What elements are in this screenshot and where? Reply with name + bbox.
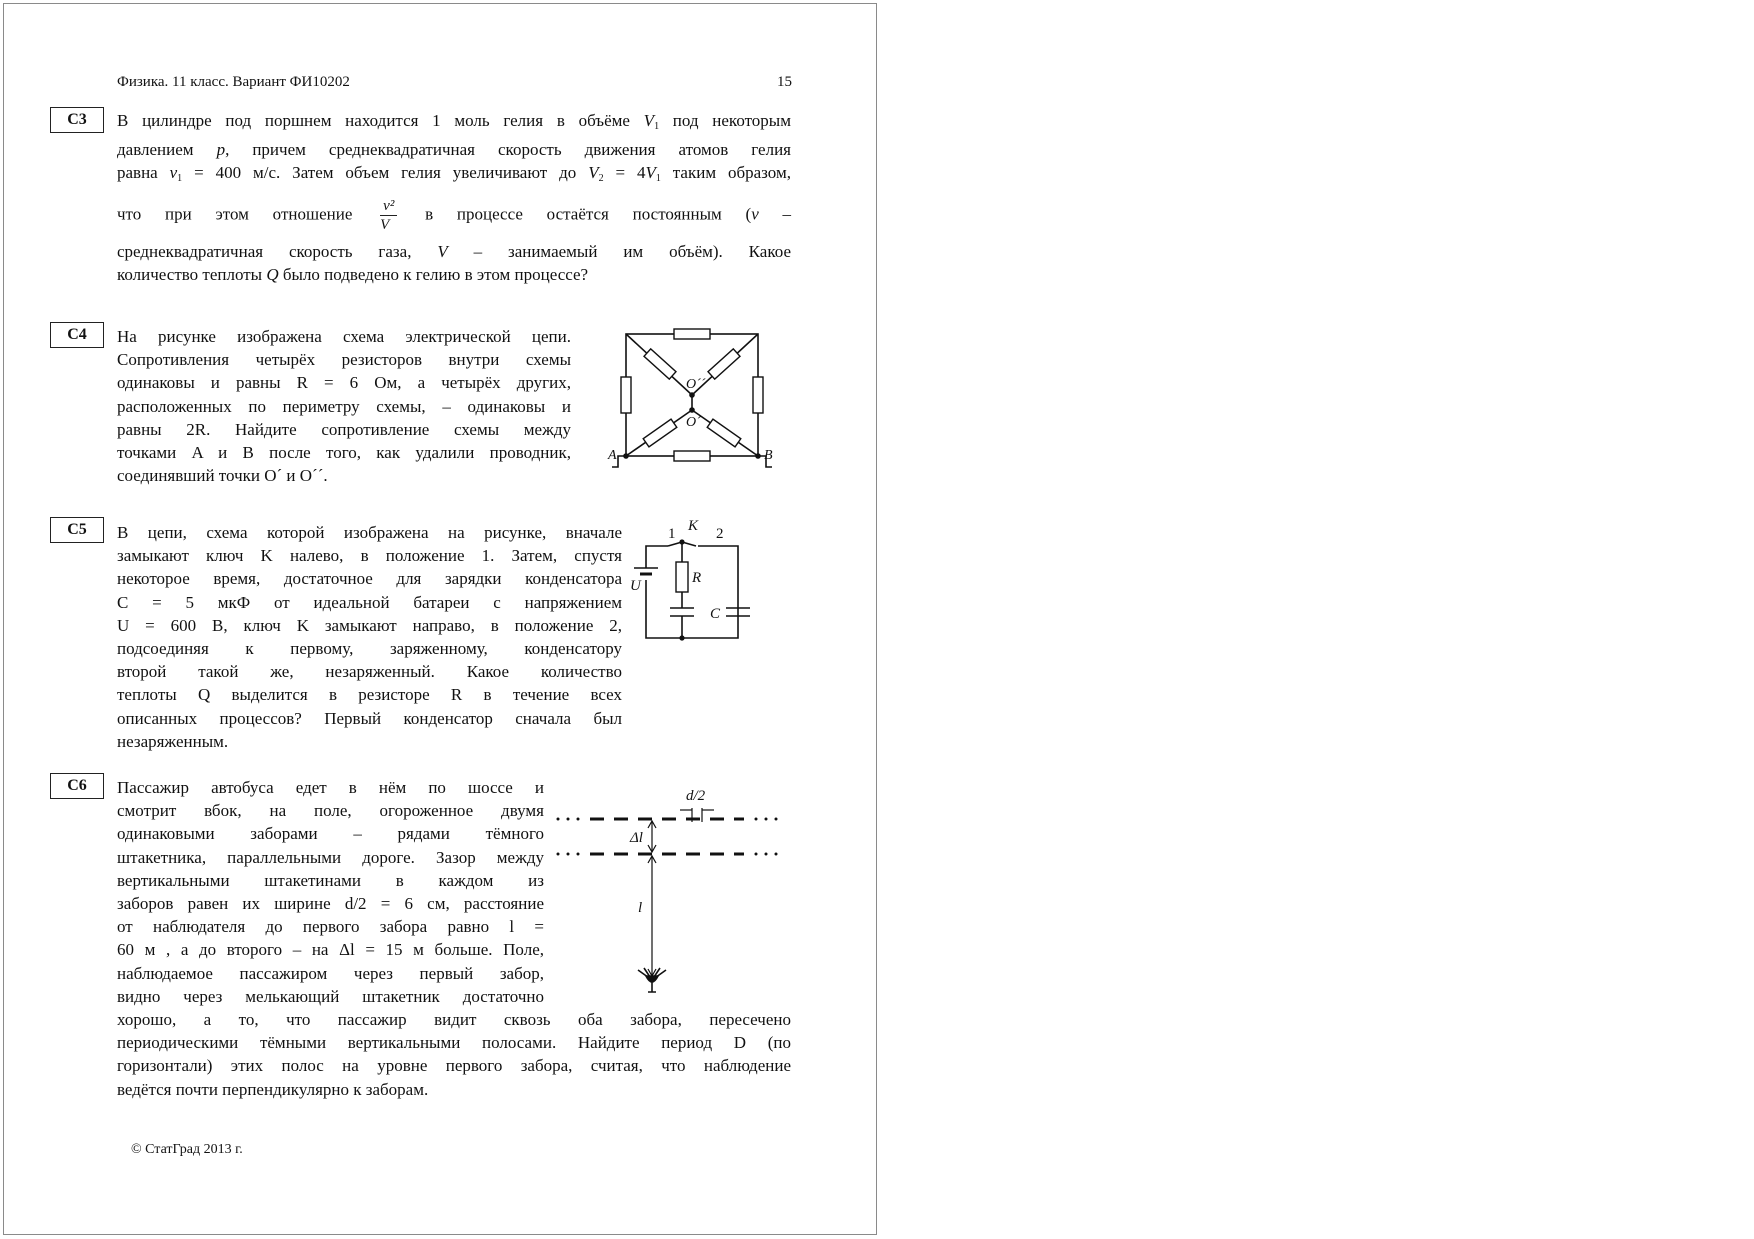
question-label-c5: C5: [50, 517, 104, 543]
node-dot: [623, 453, 629, 459]
c5-wire: [646, 546, 668, 568]
question-c6-text-wide: [117, 1008, 791, 1101]
c5-line: некоторое время, достаточное для зарядки конденсатора: [117, 569, 622, 589]
c6-line: 60 м , а до второго – на Δl = 15 м больше. Поле,: [117, 940, 544, 960]
question-label-c6: C6: [50, 773, 104, 799]
c6-line: Пассажир автобуса едет в нём по шоссе и: [117, 778, 544, 797]
c5-line: описанных процессов? Первый конденсатор сначала был: [117, 708, 622, 728]
c6-fence-figure: [552, 780, 782, 1010]
c6-line: смотрит вбок, на поле, огороженное двумя: [117, 801, 544, 821]
c6-line: периодическими тёмными вертикальными полосами. Найдите период D (по: [117, 1033, 791, 1053]
c3-line-6: количество теплоты Q было подведено к гелию в этом процессе?: [117, 264, 589, 284]
c4-line: одинаковы и равны R = 6 Ом, а четырёх других,: [117, 373, 571, 393]
c3-line-2: давлением p, причем среднеквадратичная скорость движения атомов гелия: [117, 140, 791, 160]
c6-line: видно через мелькающий штакетник достаточно: [117, 986, 544, 1006]
resistor-icon: [708, 349, 740, 379]
question-c5-text: [117, 521, 622, 753]
c6-line: штакетника, параллельными дороге. Зазор между: [117, 847, 544, 867]
question-c3-text: [117, 109, 791, 286]
c3-line-1: В цилиндре под поршнем находится 1 моль гелия в объёме $V_1$ под некоторым: [117, 111, 791, 132]
dot: [775, 818, 778, 821]
c4-line: Сопротивления четырёх резисторов внутри схемы: [117, 350, 571, 370]
c4-circuit-figure: [604, 322, 784, 482]
c4-label-b: B: [764, 448, 773, 463]
c4-line: расположенных по периметру схемы, – одинаковы и: [117, 396, 571, 416]
node-dot: [679, 635, 684, 640]
c6-line: ведётся почти перпендикулярно к заборам.: [117, 1079, 429, 1099]
question-c4-text: [117, 325, 571, 487]
document-page: [3, 3, 877, 1235]
dot: [567, 853, 570, 856]
page-number: 15: [777, 74, 792, 90]
dot: [567, 818, 570, 821]
node-dot: [679, 539, 684, 544]
c3-line-5: среднеквадратичная скорость газа, V – занимаемый им объём). Какое: [117, 241, 791, 261]
node-dot: [755, 453, 761, 459]
dot: [557, 818, 560, 821]
resistor-icon: [644, 349, 676, 379]
node-dot: [689, 392, 695, 398]
c6-label-dl: Δl: [630, 830, 643, 846]
c5-line: C = 5 мкФ от идеальной батареи с напряжением: [117, 592, 622, 612]
node-dot: [689, 407, 695, 413]
c4-line: точками A и B после того, как удалили проводник,: [117, 443, 571, 463]
resistor-icon: [676, 562, 688, 592]
c5-label-2: 2: [716, 526, 724, 542]
question-c6-text-narrow: [117, 776, 544, 1008]
c6-line: от наблюдателя до первого забора равно l =: [117, 917, 544, 937]
c5-label-r: R: [692, 570, 702, 586]
c6-line: горизонтали) этих полос на уровне первого забора, считая, что наблюдение: [117, 1056, 791, 1076]
dot: [755, 818, 758, 821]
dot: [755, 853, 758, 856]
footer-copyright: © СтатГрад 2013 г.: [131, 1142, 243, 1157]
resistor-icon: [707, 419, 741, 447]
header-subject: Физика. 11 класс. Вариант ФИ10202: [117, 74, 350, 90]
c6-line: вертикальными штакетинами в каждом из: [117, 870, 544, 890]
c5-line: второй такой же, незаряженный. Какое количество: [117, 662, 622, 682]
c5-line: незаряженным.: [117, 731, 229, 751]
c6-line: хорошо, а то, что пассажир видит сквозь оба забора, пересечено: [117, 1010, 791, 1029]
dot: [577, 853, 580, 856]
c4-line: равны 2R. Найдите сопротивление схемы между: [117, 419, 571, 439]
c3-fraction: $\frac{\text{v²}}{V}$: [380, 197, 397, 234]
c5-label-c: C: [710, 606, 721, 622]
c6-line: наблюдаемое пассажиром через первый забор,: [117, 963, 544, 983]
dot: [775, 853, 778, 856]
dot: [577, 818, 580, 821]
dot: [557, 853, 560, 856]
c4-line: На рисунке изображена схема электрической цепи.: [117, 327, 571, 346]
question-label-c3: C3: [50, 107, 104, 133]
c6-line: заборов равен их ширине d/2 = 6 см, расстояние: [117, 894, 544, 914]
c3-line-3: равна $v_1 = 400$ м/с. Затем объем гелия увеличивают до $V_2 = 4V_1$ таким образом,: [117, 163, 791, 185]
resistor-icon: [674, 451, 710, 461]
c4-label-o1: O´: [686, 415, 701, 430]
resistor-icon: [674, 329, 710, 339]
c3-line-4: что при этом отношение $\frac{\text{v²}}{V}$ в процессе остаётся постоянным (v –: [117, 197, 792, 233]
c4-label-a: A: [608, 448, 617, 463]
c4-label-o2: O´´: [686, 377, 706, 392]
c5-line: U = 600 В, ключ K замыкают направо, в положение 2,: [117, 615, 622, 635]
c5-wire: [646, 546, 738, 638]
c6-line: одинаковыми заборами – рядами тёмного: [117, 824, 544, 844]
c6-label-d2: d/2: [686, 788, 706, 804]
resistor-icon: [753, 377, 763, 413]
resistor-icon: [621, 377, 631, 413]
dot: [765, 853, 768, 856]
question-label-c4: C4: [50, 322, 104, 348]
c5-label-k: K: [688, 518, 699, 534]
c5-label-1: 1: [668, 526, 676, 542]
resistor-icon: [643, 419, 677, 447]
dot: [765, 818, 768, 821]
c5-label-u: U: [630, 578, 641, 594]
c4-line: соединявший точки O´ и O´´.: [117, 466, 328, 486]
c5-circuit-figure: [626, 516, 751, 651]
c6-label-l: l: [638, 900, 643, 916]
c5-line: теплоты Q выделится в резисторе R в течение всех: [117, 685, 622, 705]
c5-line: подсоединяя к первому, заряженному, конденсатору: [117, 639, 622, 659]
c5-line: замыкают ключ K налево, в положение 1. Затем, спустя: [117, 546, 622, 566]
c5-line: В цепи, схема которой изображена на рисунке, вначале: [117, 523, 622, 542]
